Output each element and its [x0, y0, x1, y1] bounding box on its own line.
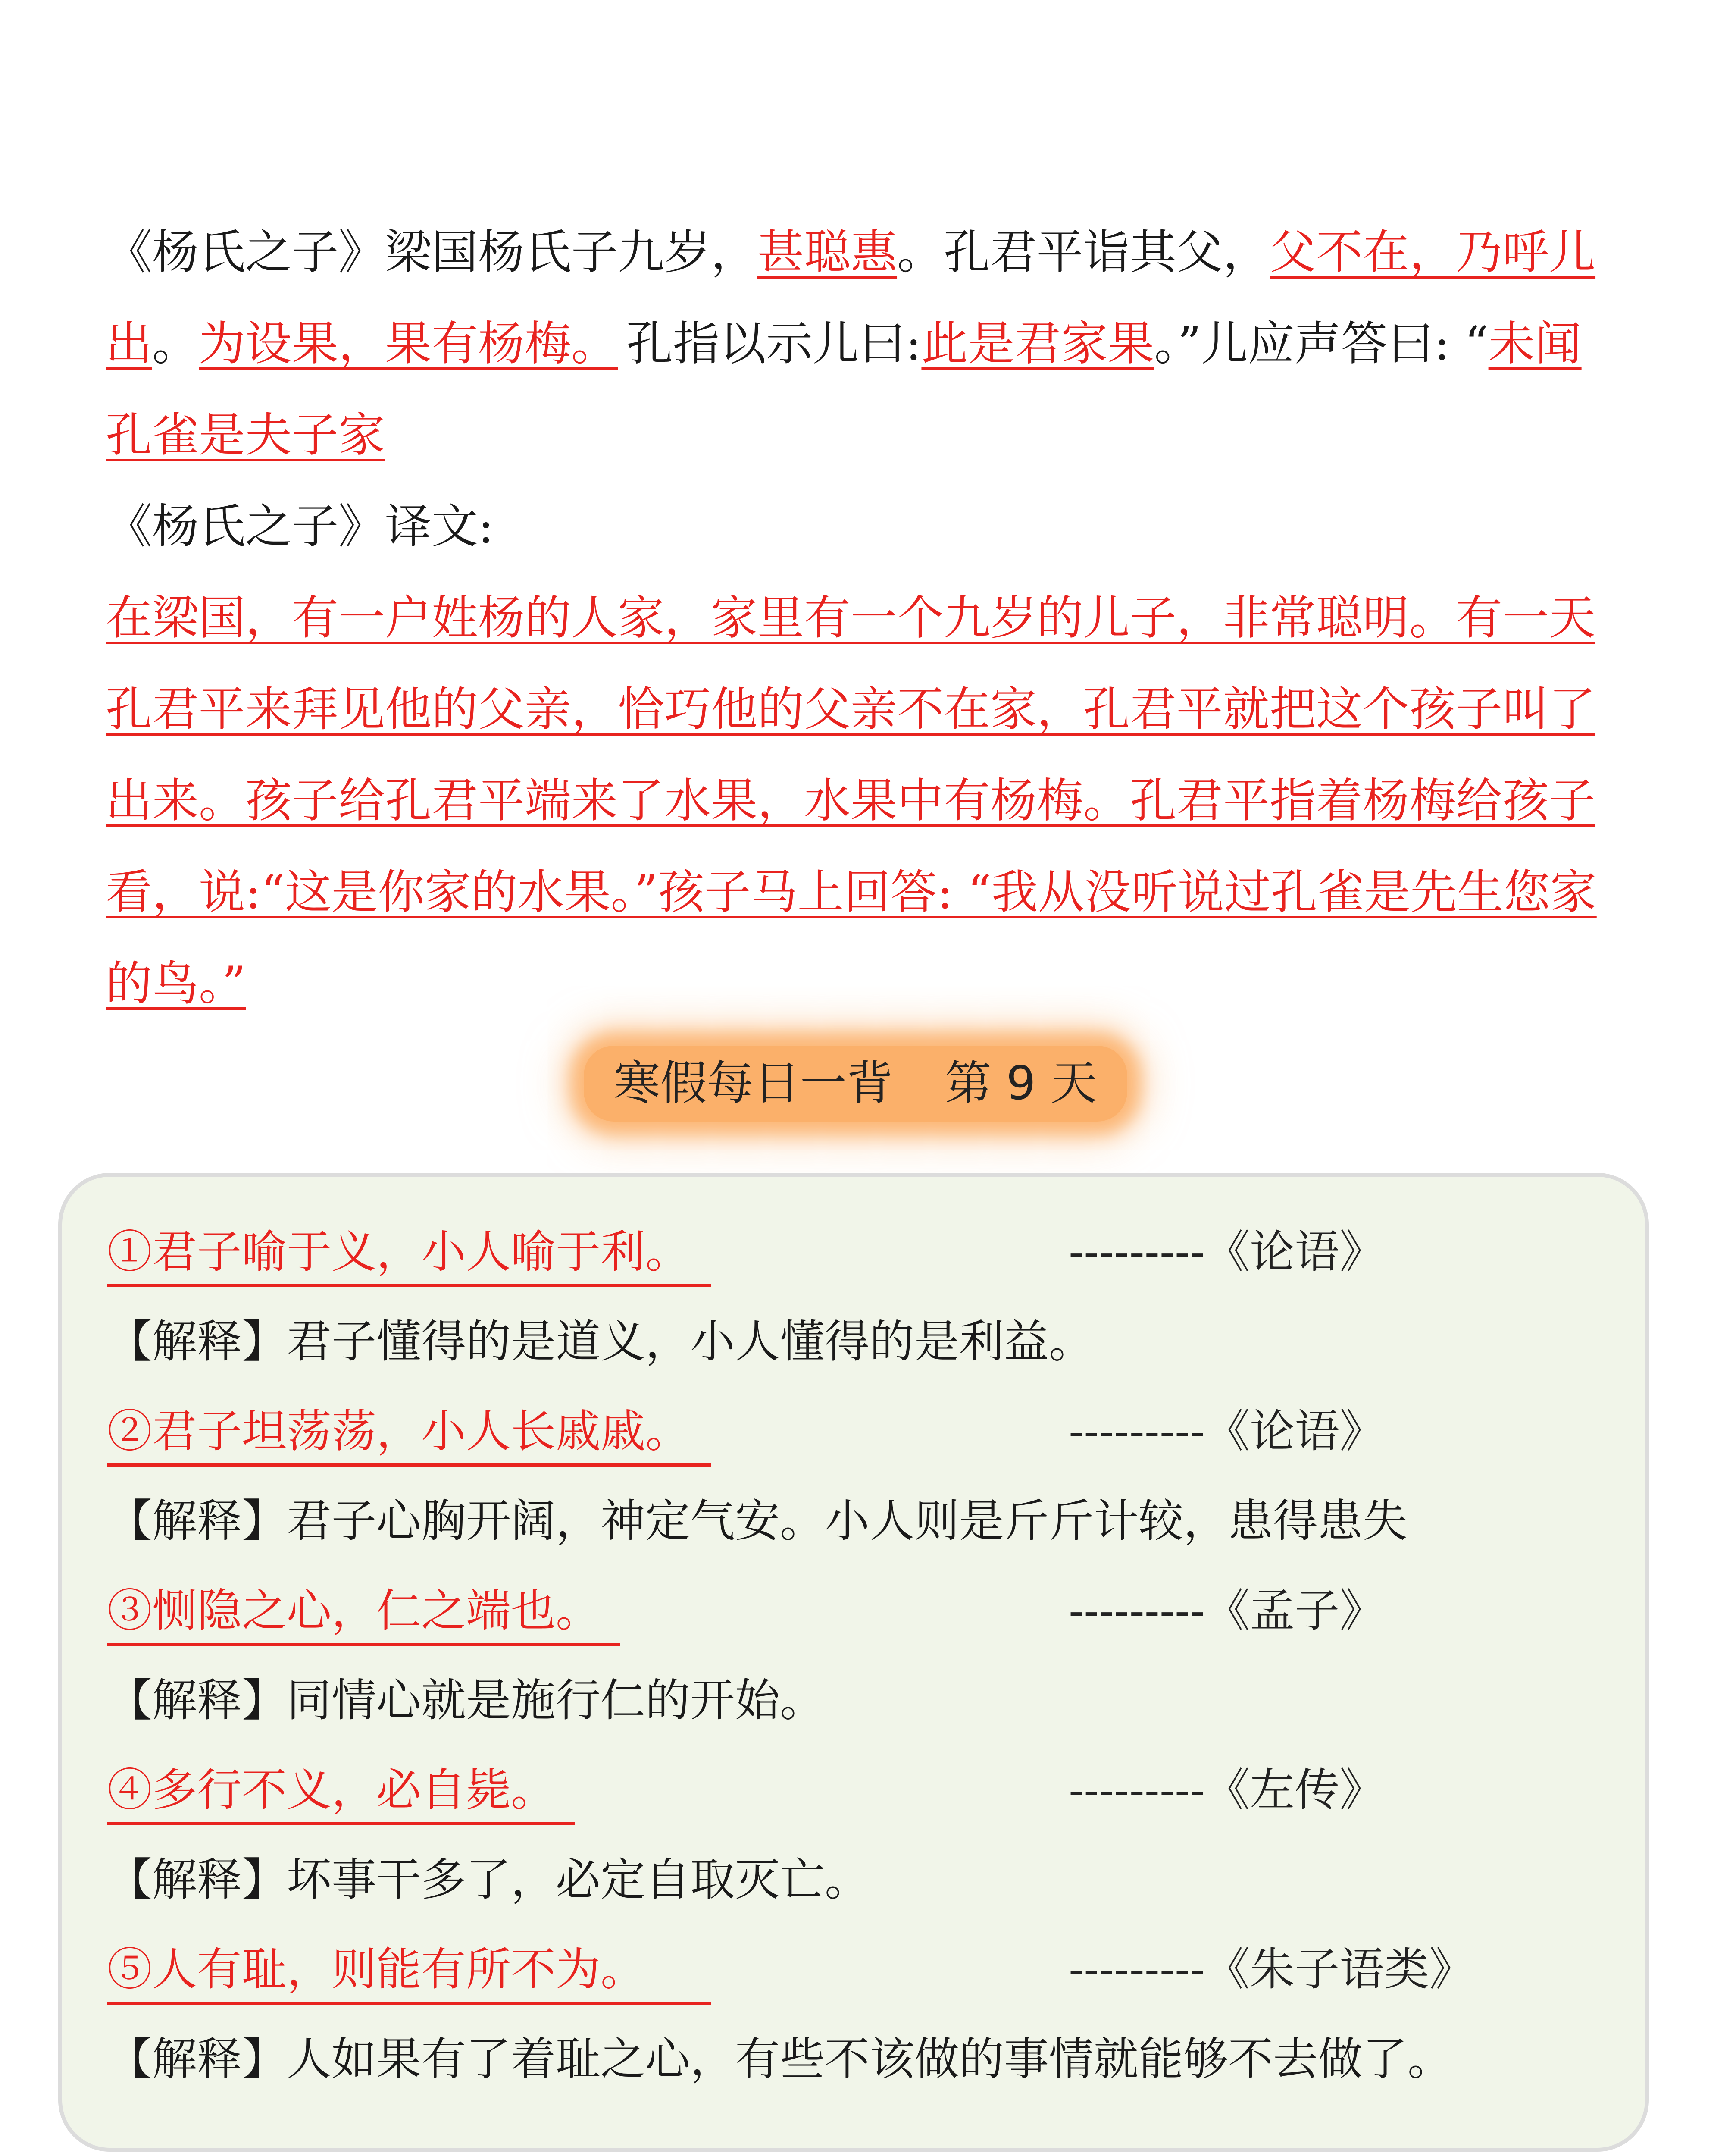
day-title-right: 第 9 天: [945, 1056, 1098, 1110]
quote-text: ②君子坦荡荡，小人长戚戚。: [107, 1399, 711, 1467]
highlight-phrase: 父不在，乃呼儿出: [106, 226, 1596, 371]
quote-source: ---------《论语》: [1069, 1405, 1385, 1457]
quote-source: ---------《论语》: [1069, 1225, 1385, 1278]
quote-text: ⑤人有耻，则能有所不为。: [107, 1937, 711, 2005]
original-text-part: 。孔君平诣其父，: [897, 226, 1270, 279]
quote-text: ③恻隐之心，仁之端也。: [107, 1578, 620, 1646]
original-text-part: 。”儿应声答曰: “: [1154, 317, 1489, 371]
recitation-box: [58, 1173, 1649, 2152]
translation-body: 在梁国，有一户姓杨的人家，家里有一个九岁的儿子，非常聪明。有一天孔君平来拜见他的父亲，恰巧他的父亲不在家，孔君平就把这个孩子叫了出来。孩子给孔君平端来了水果，水果中有杨梅。孔君平指着杨梅给孩子看，说:“这是你家的水果。”孩子马上回答: “我从没听说过孔雀是先生您家: [106, 591, 1597, 919]
explanation-row: [107, 1655, 1616, 1745]
explanation-row: [107, 2014, 1616, 2104]
quote-row: [107, 1924, 1616, 2014]
explanation-tag: 【解释】: [107, 2033, 287, 2085]
explanation-text: 君子懂得的是道义，小人懂得的是利益。: [287, 1315, 1094, 1368]
translation-label: 《杨氏之子》译文:: [106, 500, 494, 554]
quote-source: ---------《朱子语类》: [1069, 1943, 1474, 1996]
translation-text: [106, 573, 1623, 1030]
highlight-phrase: 为设果，果有杨梅。: [199, 317, 618, 371]
explanation-tag: 【解释】: [107, 1495, 287, 1547]
explanation-row: [107, 1297, 1616, 1386]
explanation-row: [107, 1835, 1616, 1924]
highlight-phrase: 此是君家果: [921, 317, 1154, 371]
quote-row: [107, 1386, 1616, 1476]
highlight-phrase: 甚聪惠: [757, 226, 898, 279]
original-text-part: 《杨氏之子》梁国杨氏子九岁，: [106, 226, 758, 279]
quote-text: ④多行不义，必自毙。: [107, 1758, 575, 1825]
day-title-badge: [584, 1046, 1127, 1122]
quote-source: ---------《孟子》: [1069, 1584, 1385, 1637]
explanation-text: 坏事干多了，必定自取灭亡。: [287, 1853, 870, 1906]
quote-row: [107, 1745, 1616, 1835]
explanation-tag: 【解释】: [107, 1315, 287, 1368]
original-text-part: 。: [152, 317, 199, 371]
passage: [106, 207, 1623, 1030]
quote-source: ---------《左传》: [1069, 1764, 1385, 1816]
explanation-row: [107, 1476, 1616, 1566]
quote-row: [107, 1207, 1616, 1297]
explanation-tag: 【解释】: [107, 1674, 287, 1727]
explanation-text: 同情心就是施行仁的开始。: [287, 1674, 825, 1727]
explanation-text: 君子心胸开阔，神定气安。小人则是斤斤计较，患得患失: [287, 1495, 1408, 1547]
explanation-tag: 【解释】: [107, 1853, 287, 1906]
highlight-phrase: 未闻孔雀是夫子家: [106, 317, 1582, 462]
day-title: [0, 1046, 1711, 1122]
day-title-left: 寒假每日一背: [613, 1056, 893, 1110]
original-text: [106, 207, 1623, 481]
recitation-list: [107, 1207, 1616, 2104]
quote-row: [107, 1566, 1616, 1655]
original-text-part: 孔指以示儿曰:: [626, 317, 922, 371]
translation-end: 的鸟。”: [106, 957, 246, 1011]
quote-text: ①君子喻于义，小人喻于利。: [107, 1219, 711, 1287]
explanation-text: 人如果有了着耻之心，有些不该做的事情就能够不去做了。: [287, 2033, 1453, 2085]
